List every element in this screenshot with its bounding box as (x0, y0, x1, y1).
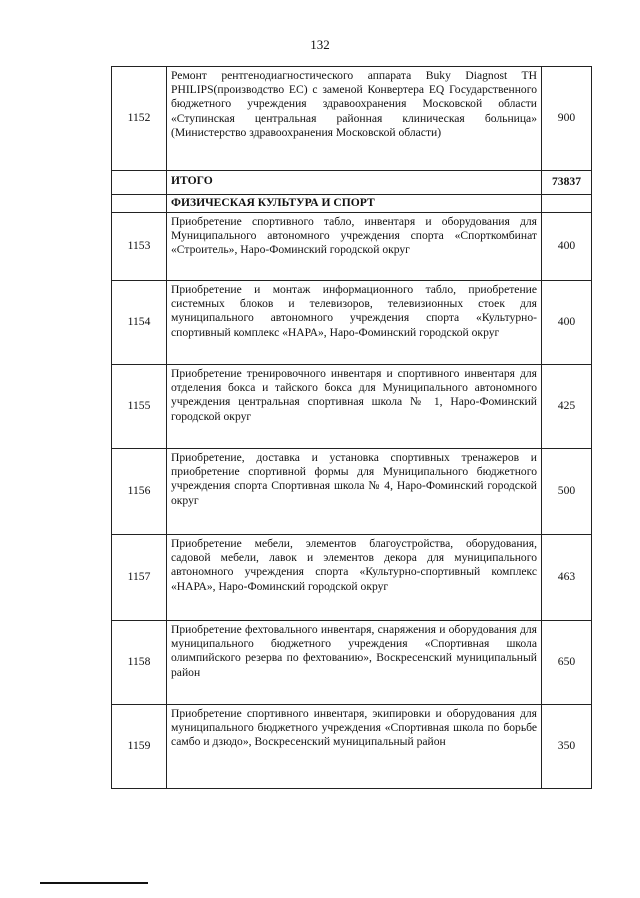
row-number: 1159 (112, 705, 167, 789)
table-row (112, 449, 592, 535)
table-row (112, 365, 592, 449)
table-row (112, 621, 592, 705)
row-description: Приобретение тренировочного инвентаря и спортивного инвентаря для отделения бокса и тайского бокса для Муниципального автономного учреждения центральная спортивная школа № 1, Наро-Фоминский городской округ (167, 365, 542, 449)
table-row (112, 213, 592, 281)
row-value: 400 (542, 213, 592, 281)
section-empty-value-cell (542, 195, 592, 213)
row-description: Приобретение спортивного табло, инвентаря и оборудования для Муниципального автономного учреждения спорта «Спорткомбинат «Строитель», Наро-Фоминский городской округ (167, 213, 542, 281)
total-value: 73837 (542, 171, 592, 195)
footnote-separator-line (40, 882, 148, 884)
row-description: Ремонт рентгенодиагностического аппарата Buky Diagnost TH PHILIPS(производство ЕС) с заменой Конвертера EQ Государственного бюджетного учреждения здравоохранения Московской области «Ступинская центральная районная клиническая больница» (Министерство здравоохранения Московской области) (167, 67, 542, 171)
row-number: 1156 (112, 449, 167, 535)
total-empty-cell (112, 171, 167, 195)
row-number: 1152 (112, 67, 167, 171)
section-row (112, 195, 592, 213)
row-number: 1154 (112, 281, 167, 365)
total-label: ИТОГО (167, 171, 542, 195)
budget-table (111, 66, 592, 789)
row-value: 500 (542, 449, 592, 535)
row-description: Приобретение фехтовального инвентаря, снаряжения и оборудования для муниципального бюджетного учреждения «Спортивная школа олимпийского резерва по фехтованию», Воскресенский муниципальный район (167, 621, 542, 705)
section-empty-cell (112, 195, 167, 213)
row-number: 1158 (112, 621, 167, 705)
row-number: 1153 (112, 213, 167, 281)
total-row (112, 171, 592, 195)
table-row (112, 535, 592, 621)
table-row (112, 281, 592, 365)
row-value: 425 (542, 365, 592, 449)
row-value: 400 (542, 281, 592, 365)
row-number: 1157 (112, 535, 167, 621)
row-description: Приобретение, доставка и установка спортивных тренажеров и приобретение спортивной формы для Муниципального бюджетного учреждения спорта Спортивная школа № 4, Наро-Фоминский городской округ (167, 449, 542, 535)
row-value: 900 (542, 67, 592, 171)
row-number: 1155 (112, 365, 167, 449)
table-row (112, 705, 592, 789)
page-number: 132 (310, 37, 330, 52)
row-value: 350 (542, 705, 592, 789)
row-description: Приобретение и монтаж информационного табло, приобретение системных блоков и телевизоров, телевизионных стоек для муниципального автономного учреждения спорта «Культурно-спортивный комплекс «НАРА», Наро-Фоминский городской округ (167, 281, 542, 365)
row-value: 463 (542, 535, 592, 621)
table-row (112, 67, 592, 171)
row-description: Приобретение мебели, элементов благоустройства, оборудования, садовой мебели, лавок и элементов декора для муниципального автономного учреждения спорта «Культурно-спортивный комплекс «НАРА», Наро-Фоминский городской округ (167, 535, 542, 621)
row-description: Приобретение спортивного инвентаря, экипировки и оборудования для муниципального бюджетного учреждения «Спортивная школа по борьбе самбо и дзюдо», Воскресенский муниципальный район (167, 705, 542, 789)
section-title: ФИЗИЧЕСКАЯ КУЛЬТУРА И СПОРТ (167, 195, 542, 213)
row-value: 650 (542, 621, 592, 705)
